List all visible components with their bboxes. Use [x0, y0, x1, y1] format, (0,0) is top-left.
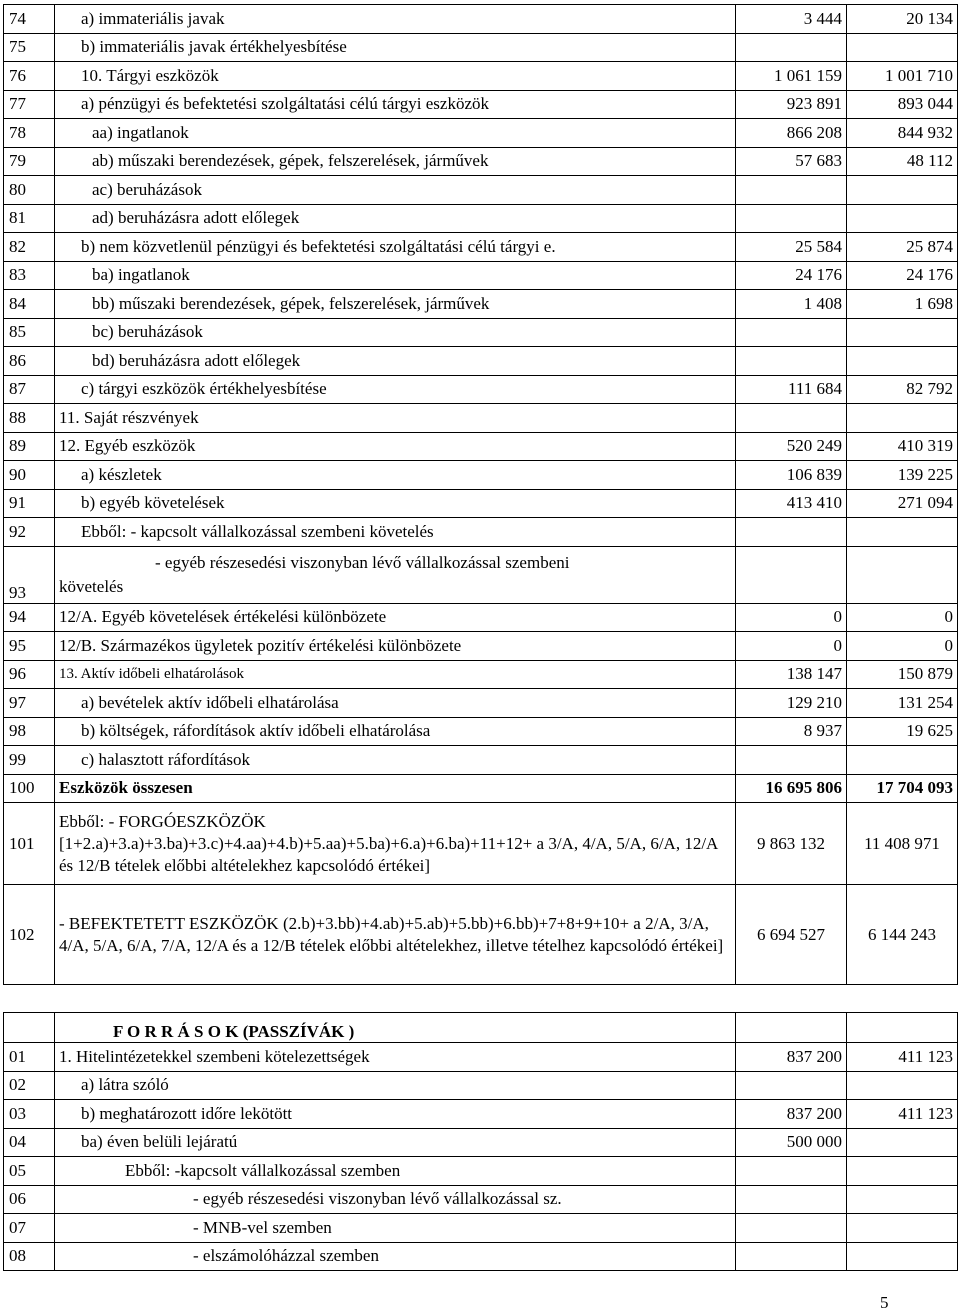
row-label: c) tárgyi eszközök értékhelyesbítése — [55, 375, 736, 404]
row-label: a) pénzügyi és befektetési szolgáltatási célú tárgyi eszközök — [55, 90, 736, 119]
row-label: 1. Hitelintézetekkel szembeni kötelezettségek — [55, 1043, 736, 1072]
value-previous — [847, 176, 958, 205]
table-row — [4, 33, 958, 62]
value-previous: 6 144 243 — [847, 885, 958, 985]
row-number: 07 — [4, 1214, 55, 1243]
table-row — [4, 774, 958, 803]
value-current — [736, 204, 847, 233]
value-current: 129 210 — [736, 689, 847, 718]
row-number: 04 — [4, 1128, 55, 1157]
value-previous — [847, 1185, 958, 1214]
row-number: 05 — [4, 1157, 55, 1186]
row-label: ba) éven belüli lejáratú — [55, 1128, 736, 1157]
value-current: 8 937 — [736, 717, 847, 746]
table-row — [4, 603, 958, 632]
value-current: 413 410 — [736, 489, 847, 518]
row-number: 88 — [4, 404, 55, 433]
value-previous: 17 704 093 — [847, 774, 958, 803]
value-previous — [847, 746, 958, 775]
row-number: 92 — [4, 518, 55, 547]
value-previous: 48 112 — [847, 147, 958, 176]
row-label: 12/A. Egyéb követelések értékelési különbözete — [55, 603, 736, 632]
value-previous: 24 176 — [847, 261, 958, 290]
table-row — [4, 119, 958, 148]
row-number: 94 — [4, 603, 55, 632]
value-previous: 19 625 — [847, 717, 958, 746]
value-current — [736, 347, 847, 376]
table-row — [4, 546, 958, 603]
value-current: 3 444 — [736, 5, 847, 34]
value-previous: 131 254 — [847, 689, 958, 718]
value-current: 16 695 806 — [736, 774, 847, 803]
row-label: bd) beruházásra adott előlegek — [55, 347, 736, 376]
value-current: 57 683 — [736, 147, 847, 176]
row-number: 83 — [4, 261, 55, 290]
row-label: b) nem közvetlenül pénzügyi és befektetési szolgáltatási célú tárgyi e. — [55, 233, 736, 262]
value-current — [736, 1071, 847, 1100]
value-current: 923 891 — [736, 90, 847, 119]
page-number: 5 — [880, 1293, 889, 1312]
table-row — [4, 90, 958, 119]
value-previous — [847, 1071, 958, 1100]
row-number: 03 — [4, 1100, 55, 1129]
liabilities-table-body — [4, 1013, 958, 1271]
row-number: 78 — [4, 119, 55, 148]
value-current — [736, 1214, 847, 1243]
value-previous — [847, 546, 958, 603]
value-previous — [847, 1128, 958, 1157]
value-current: 866 208 — [736, 119, 847, 148]
row-label: ab) műszaki berendezések, gépek, felszerelések, járművek — [55, 147, 736, 176]
row-label: 13. Aktív időbeli elhatárolások — [55, 660, 736, 689]
value-current: 111 684 — [736, 375, 847, 404]
row-label: a) immateriális javak — [55, 5, 736, 34]
table-row — [4, 404, 958, 433]
liabilities-heading: F O R R Á S O K (PASSZÍVÁK ) — [55, 1013, 736, 1043]
row-number: 91 — [4, 489, 55, 518]
row-label: - MNB-vel szemben — [55, 1214, 736, 1243]
value-current — [736, 176, 847, 205]
row-label: 12. Egyéb eszközök — [55, 432, 736, 461]
row-number: 74 — [4, 5, 55, 34]
value-previous — [847, 318, 958, 347]
value-previous: 82 792 — [847, 375, 958, 404]
table-row — [4, 375, 958, 404]
value-current — [736, 1157, 847, 1186]
table-row — [4, 347, 958, 376]
row-number: 95 — [4, 632, 55, 661]
row-number: 90 — [4, 461, 55, 490]
table-row — [4, 5, 958, 34]
row-label: aa) ingatlanok — [55, 119, 736, 148]
row-label: b) költségek, ráfordítások aktív időbeli elhatárolása — [55, 717, 736, 746]
value-current: 138 147 — [736, 660, 847, 689]
value-current: 1 408 — [736, 290, 847, 319]
row-label: a) készletek — [55, 461, 736, 490]
row-number: 100 — [4, 774, 55, 803]
value-previous — [847, 33, 958, 62]
row-label: 10. Tárgyi eszközök — [55, 62, 736, 91]
table-row — [4, 689, 958, 718]
value-current: 0 — [736, 632, 847, 661]
value-previous — [847, 1013, 958, 1043]
row-label: a) látra szóló — [55, 1071, 736, 1100]
row-number: 75 — [4, 33, 55, 62]
row-number: 99 — [4, 746, 55, 775]
table-row — [4, 632, 958, 661]
row-label: c) halasztott ráfordítások — [55, 746, 736, 775]
row-number: 76 — [4, 62, 55, 91]
liabilities-heading-row — [4, 1013, 958, 1043]
row-number: 93 — [4, 546, 55, 603]
value-current — [736, 404, 847, 433]
value-current — [736, 1242, 847, 1271]
table-row — [4, 1100, 958, 1129]
table-row — [4, 1185, 958, 1214]
row-number: 80 — [4, 176, 55, 205]
value-previous: 0 — [847, 603, 958, 632]
value-previous: 893 044 — [847, 90, 958, 119]
value-current: 0 — [736, 603, 847, 632]
table-row — [4, 885, 958, 985]
table-row — [4, 660, 958, 689]
row-label: 11. Saját részvények — [55, 404, 736, 433]
row-label: Eszközök összesen — [55, 774, 736, 803]
row-label: Ebből: - kapcsolt vállalkozással szembeni követelés — [55, 518, 736, 547]
row-label: Ebből: - FORGÓESZKÖZÖK [1+2.a)+3.a)+3.ba)+3.c)+4.aa)+4.b)+5.aa)+5.ba)+6.a)+6.ba)+11+12+ a 3/A, 4/A, 5/A, 6/A, 12/A és 12/B tételek előbbi altételekhez kapcsolódó értékei] — [55, 803, 736, 885]
value-previous: 844 932 — [847, 119, 958, 148]
row-number — [4, 1013, 55, 1043]
table-row — [4, 1242, 958, 1271]
value-previous — [847, 404, 958, 433]
row-number: 06 — [4, 1185, 55, 1214]
row-label: b) meghatározott időre lekötött — [55, 1100, 736, 1129]
row-label: 12/B. Származékos ügyletek pozitív értékelési különbözete — [55, 632, 736, 661]
table-row — [4, 432, 958, 461]
value-previous: 411 123 — [847, 1043, 958, 1072]
liabilities-table — [3, 1012, 958, 1271]
table-row — [4, 176, 958, 205]
value-current: 1 061 159 — [736, 62, 847, 91]
value-current: 24 176 — [736, 261, 847, 290]
row-number: 08 — [4, 1242, 55, 1271]
row-number: 96 — [4, 660, 55, 689]
row-number: 77 — [4, 90, 55, 119]
row-number: 87 — [4, 375, 55, 404]
table-row — [4, 62, 958, 91]
value-current: 837 200 — [736, 1043, 847, 1072]
table-row — [4, 204, 958, 233]
value-previous — [847, 1214, 958, 1243]
value-previous — [847, 518, 958, 547]
table-row — [4, 1043, 958, 1072]
table-row — [4, 717, 958, 746]
value-previous: 1 001 710 — [847, 62, 958, 91]
value-previous — [847, 1242, 958, 1271]
value-current — [736, 33, 847, 62]
assets-table-body — [4, 5, 958, 985]
value-current — [736, 546, 847, 603]
value-previous: 411 123 — [847, 1100, 958, 1129]
row-label: b) egyéb követelések — [55, 489, 736, 518]
value-current: 6 694 527 — [736, 885, 847, 985]
value-current — [736, 318, 847, 347]
row-number: 79 — [4, 147, 55, 176]
value-current: 9 863 132 — [736, 803, 847, 885]
row-number: 86 — [4, 347, 55, 376]
table-row — [4, 1128, 958, 1157]
value-current: 500 000 — [736, 1128, 847, 1157]
row-number: 89 — [4, 432, 55, 461]
value-previous: 11 408 971 — [847, 803, 958, 885]
table-row — [4, 233, 958, 262]
table-row — [4, 1071, 958, 1100]
value-previous — [847, 347, 958, 376]
row-label-line: - egyéb részesedési viszonyban lévő vállalkozással szembeni — [155, 552, 570, 572]
row-label-line: követelés — [59, 576, 124, 596]
table-row — [4, 489, 958, 518]
row-label: b) immateriális javak értékhelyesbítése — [55, 33, 736, 62]
value-current — [736, 746, 847, 775]
table-row — [4, 1214, 958, 1243]
value-previous: 1 698 — [847, 290, 958, 319]
value-current — [736, 1185, 847, 1214]
table-row — [4, 518, 958, 547]
value-previous: 0 — [847, 632, 958, 661]
row-number: 102 — [4, 885, 55, 985]
table-row — [4, 318, 958, 347]
row-number: 85 — [4, 318, 55, 347]
table-row — [4, 746, 958, 775]
value-current — [736, 518, 847, 547]
row-number: 98 — [4, 717, 55, 746]
value-current — [736, 1013, 847, 1043]
row-label: bc) beruházások — [55, 318, 736, 347]
row-number: 01 — [4, 1043, 55, 1072]
value-previous: 271 094 — [847, 489, 958, 518]
value-current: 25 584 — [736, 233, 847, 262]
row-label: bb) műszaki berendezések, gépek, felszerelések, járművek — [55, 290, 736, 319]
table-row — [4, 290, 958, 319]
table-row — [4, 803, 958, 885]
value-previous: 410 319 — [847, 432, 958, 461]
row-number: 84 — [4, 290, 55, 319]
value-previous: 20 134 — [847, 5, 958, 34]
row-label: ba) ingatlanok — [55, 261, 736, 290]
table-row — [4, 461, 958, 490]
table-row — [4, 147, 958, 176]
row-label — [55, 546, 736, 603]
value-previous — [847, 1157, 958, 1186]
row-label: - egyéb részesedési viszonyban lévő vállalkozással sz. — [55, 1185, 736, 1214]
value-previous: 139 225 — [847, 461, 958, 490]
row-number: 81 — [4, 204, 55, 233]
value-current: 837 200 — [736, 1100, 847, 1129]
row-label: a) bevételek aktív időbeli elhatárolása — [55, 689, 736, 718]
table-row — [4, 261, 958, 290]
row-label: Ebből: -kapcsolt vállalkozással szemben — [55, 1157, 736, 1186]
table-row — [4, 1157, 958, 1186]
assets-table — [3, 4, 958, 985]
value-current: 106 839 — [736, 461, 847, 490]
row-number: 101 — [4, 803, 55, 885]
value-current: 520 249 — [736, 432, 847, 461]
row-label: ad) beruházásra adott előlegek — [55, 204, 736, 233]
row-label: - elszámolóházzal szemben — [55, 1242, 736, 1271]
value-previous: 150 879 — [847, 660, 958, 689]
row-number: 82 — [4, 233, 55, 262]
row-label: - BEFEKTETETT ESZKÖZÖK (2.b)+3.bb)+4.ab)+5.ab)+5.bb)+6.bb)+7+8+9+10+ a 2/A, 3/A, 4/A, 5/A, 6/A, 7/A, 12/A és a 12/B tételek előbbi altételekhez, illetve tételhez kapcsolódó értékei] — [55, 885, 736, 985]
value-previous: 25 874 — [847, 233, 958, 262]
row-number: 97 — [4, 689, 55, 718]
row-number: 02 — [4, 1071, 55, 1100]
value-previous — [847, 204, 958, 233]
row-label: ac) beruházások — [55, 176, 736, 205]
